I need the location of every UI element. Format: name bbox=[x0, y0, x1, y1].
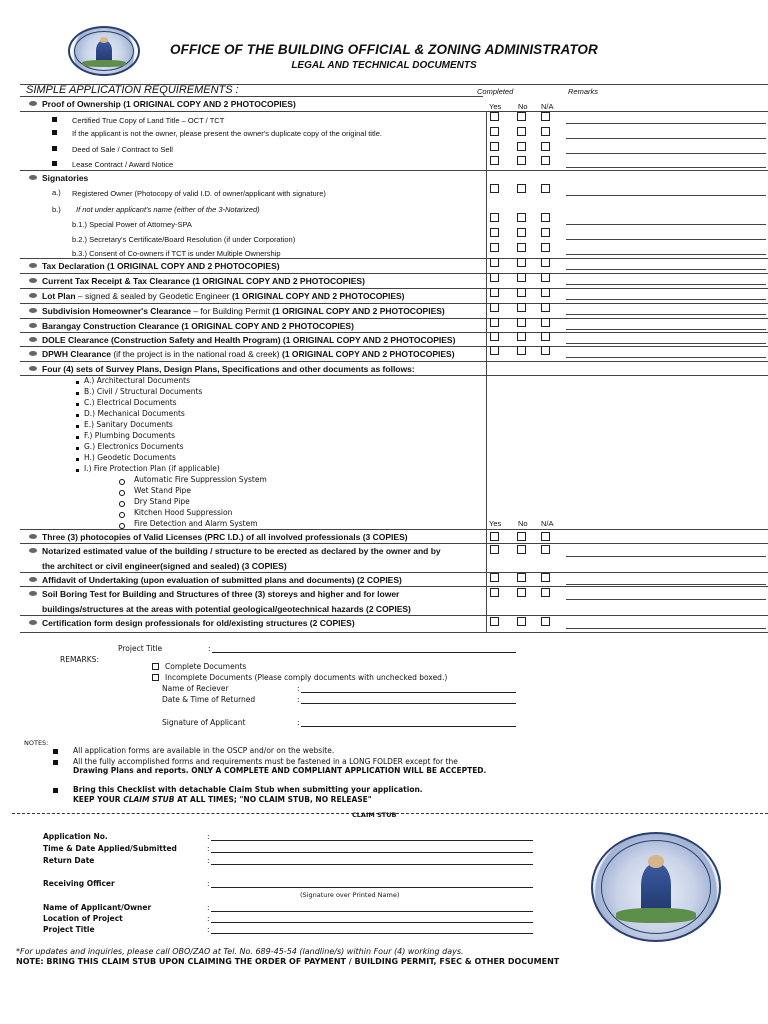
city-seal-logo bbox=[591, 832, 721, 942]
receiving-officer-label: Receiving Officer bbox=[43, 879, 115, 888]
requirement-tax-declaration: Tax Declaration (1 ORIGINAL COPY AND 2 PHOTOCOPIES) bbox=[42, 261, 280, 271]
inquiries-note: *For updates and inquiries, please call OBO/ZAO at Tel. No. 689-45-54 (landline/s) within Four (4) working days. bbox=[16, 947, 464, 956]
yes-header: Yes bbox=[489, 519, 502, 528]
applicant-field[interactable] bbox=[211, 911, 533, 912]
yes-checkbox[interactable] bbox=[490, 273, 499, 282]
incomplete-documents-checkbox[interactable] bbox=[152, 674, 159, 681]
no-checkbox[interactable] bbox=[517, 228, 526, 237]
requirement-lot-plan: Lot Plan – signed & sealed by Geodetic Engineer (1 ORIGINAL COPY AND 2 PHOTOCOPIES) bbox=[42, 291, 405, 301]
yes-checkbox[interactable] bbox=[490, 156, 499, 165]
yes-checkbox[interactable] bbox=[490, 243, 499, 252]
colon: : bbox=[207, 844, 210, 853]
square-bullet-icon bbox=[52, 117, 57, 122]
yes-checkbox[interactable] bbox=[490, 588, 499, 597]
bullet-icon bbox=[29, 293, 37, 298]
remarks-line[interactable] bbox=[566, 314, 766, 315]
na-checkbox[interactable] bbox=[541, 273, 550, 282]
signatories-b-label: b.) bbox=[52, 205, 61, 214]
no-checkbox[interactable] bbox=[517, 617, 526, 626]
no-checkbox[interactable] bbox=[517, 142, 526, 151]
square-bullet-icon bbox=[53, 760, 58, 765]
date-applied-label: Time & Date Applied/Submitted bbox=[43, 844, 177, 853]
colon: : bbox=[207, 925, 210, 934]
remarks-line[interactable] bbox=[566, 357, 766, 358]
na-checkbox[interactable] bbox=[541, 156, 550, 165]
fire-item: Fire Detection and Alarm System bbox=[134, 519, 258, 528]
requirement-soil: Soil Boring Test for Building and Structures of three (3) storeys and higher and for lower bbox=[42, 589, 400, 599]
yes-checkbox[interactable] bbox=[490, 213, 499, 222]
no-checkbox[interactable] bbox=[517, 573, 526, 582]
four-sets-title: Four (4) sets of Survey Plans, Design Plans, Specifications and other documents as follows: bbox=[42, 364, 415, 374]
no-checkbox[interactable] bbox=[517, 258, 526, 267]
colon: : bbox=[297, 695, 300, 704]
square-bullet-icon bbox=[53, 788, 58, 793]
note-3-cont: KEEP YOUR CLAIM STUB AT ALL TIMES; "NO CLAIM STUB, NO RELEASE" bbox=[73, 795, 372, 804]
na-checkbox[interactable] bbox=[541, 545, 550, 554]
plan-item: H.) Geodetic Documents bbox=[84, 453, 176, 462]
requirement-notarized-cont: the architect or civil engineer(signed and sealed) (3 COPIES) bbox=[42, 561, 287, 571]
requirement-subdivision: Subdivision Homeowner's Clearance – for Building Permit (1 ORIGINAL COPY AND 2 PHOTOCOPIES) bbox=[42, 306, 445, 316]
requirement-notarized: Notarized estimated value of the building / structure to be erected as declared by the owner and by bbox=[42, 546, 441, 556]
remarks-line[interactable] bbox=[566, 599, 766, 600]
note-1: All application forms are available in the OSCP and/or on the website. bbox=[73, 746, 335, 755]
remarks-line[interactable] bbox=[566, 556, 766, 557]
signatories-title: Signatories bbox=[42, 173, 89, 183]
notes-label: NOTES: bbox=[24, 739, 49, 747]
plan-item: D.) Mechanical Documents bbox=[84, 409, 185, 418]
colon: : bbox=[207, 879, 210, 888]
bullet-icon bbox=[29, 351, 37, 356]
na-checkbox[interactable] bbox=[541, 213, 550, 222]
no-checkbox[interactable] bbox=[517, 112, 526, 121]
remarks-line[interactable] bbox=[566, 343, 766, 344]
note-2-cont: Drawing Plans and reports. ONLY A COMPLETE AND COMPLIANT APPLICATION WILL BE ACCEPTED. bbox=[73, 766, 487, 775]
heading-underline bbox=[20, 96, 483, 97]
remarks-line[interactable] bbox=[566, 153, 766, 154]
no-checkbox[interactable] bbox=[517, 588, 526, 597]
yes-checkbox[interactable] bbox=[490, 228, 499, 237]
bullet-icon bbox=[29, 366, 37, 371]
project-title-field[interactable] bbox=[212, 652, 516, 653]
na-checkbox[interactable] bbox=[541, 228, 550, 237]
remarks-line[interactable] bbox=[566, 254, 766, 255]
plan-item: E.) Sanitary Documents bbox=[84, 420, 173, 429]
applicant-label: Name of Applicant/Owner bbox=[43, 903, 152, 912]
plan-item: C.) Electrical Documents bbox=[84, 398, 177, 407]
claim-stub-note: NOTE: BRING THIS CLAIM STUB UPON CLAIMING THE ORDER OF PAYMENT / BUILDING PERMIT, FSEC & OTHER DOCUMENT bbox=[16, 957, 560, 966]
bullet-icon bbox=[29, 308, 37, 313]
bullet-icon bbox=[29, 175, 37, 180]
complete-documents-label: Complete Documents bbox=[165, 662, 247, 671]
yes-checkbox[interactable] bbox=[490, 346, 499, 355]
na-header: N/A bbox=[541, 102, 554, 111]
signatories-a-label: a.) bbox=[52, 188, 61, 197]
no-checkbox[interactable] bbox=[517, 213, 526, 222]
date-returned-field[interactable] bbox=[301, 703, 516, 704]
colon: : bbox=[297, 718, 300, 727]
colon: : bbox=[208, 644, 211, 653]
yes-checkbox[interactable] bbox=[490, 184, 499, 193]
remarks-line[interactable] bbox=[566, 167, 766, 168]
no-checkbox[interactable] bbox=[517, 318, 526, 327]
colon: : bbox=[207, 914, 210, 923]
plan-item: F.) Plumbing Documents bbox=[84, 431, 175, 440]
signature-field[interactable] bbox=[301, 726, 516, 727]
square-bullet-icon bbox=[52, 146, 57, 151]
colon: : bbox=[207, 903, 210, 912]
bullet-icon bbox=[29, 591, 37, 596]
remarks-line[interactable] bbox=[566, 269, 766, 270]
remarks-line[interactable] bbox=[566, 239, 766, 240]
no-checkbox[interactable] bbox=[517, 127, 526, 136]
receiver-field[interactable] bbox=[301, 692, 516, 693]
bullet-icon bbox=[29, 577, 37, 582]
requirement-dpwh: DPWH Clearance (if the project is in the national road & creek) (1 ORIGINAL COPY AND 2 PHOTOCOPIES) bbox=[42, 349, 455, 359]
no-checkbox[interactable] bbox=[517, 303, 526, 312]
remarks-line[interactable] bbox=[566, 543, 766, 544]
na-checkbox[interactable] bbox=[541, 127, 550, 136]
square-bullet-icon bbox=[52, 130, 57, 135]
yes-checkbox[interactable] bbox=[490, 532, 499, 541]
bullet-icon bbox=[29, 278, 37, 283]
colon: : bbox=[207, 832, 210, 841]
completed-label: Completed bbox=[477, 87, 514, 96]
note-3: Bring this Checklist with detachable Claim Stub when submitting your application. bbox=[73, 785, 423, 794]
ownership-item: Lease Contract / Award Notice bbox=[72, 160, 174, 169]
yes-checkbox[interactable] bbox=[490, 545, 499, 554]
plan-item: G.) Electronics Documents bbox=[84, 442, 184, 451]
signatories-b-item: b.2.) Secretary's Certificate/Board Resolution (if under Corporation) bbox=[72, 235, 296, 244]
fire-item: Wet Stand Pipe bbox=[134, 486, 191, 495]
na-header: N/A bbox=[541, 519, 554, 528]
signatories-b-item: b.1.) Special Power of Attorney-SPA bbox=[72, 220, 192, 229]
ownership-title: Proof of Ownership (1 ORIGINAL COPY AND 2 PHOTOCOPIES) bbox=[42, 99, 296, 109]
square-bullet-icon bbox=[52, 161, 57, 166]
requirement-affidavit: Affidavit of Undertaking (upon evaluation of submitted plans and documents) (2 COPIES) bbox=[42, 575, 402, 585]
receiver-label: Name of Reciever bbox=[162, 684, 229, 693]
note-2: All the fully accomplished forms and requirements must be fastened in a LONG FOLDER except for the bbox=[73, 757, 458, 766]
na-checkbox[interactable] bbox=[541, 573, 550, 582]
no-checkbox[interactable] bbox=[517, 288, 526, 297]
column-divider bbox=[486, 111, 487, 633]
yes-checkbox[interactable] bbox=[490, 288, 499, 297]
signature-caption: (Signature over Printed Name) bbox=[300, 891, 400, 899]
remarks-line[interactable] bbox=[566, 329, 766, 330]
fire-item: Dry Stand Pipe bbox=[134, 497, 190, 506]
plan-item: I.) Fire Protection Plan (if applicable) bbox=[84, 464, 220, 473]
no-checkbox[interactable] bbox=[517, 184, 526, 193]
plan-item: B.) Civil / Structural Documents bbox=[84, 387, 203, 396]
yes-header: Yes bbox=[489, 102, 502, 111]
yes-checkbox[interactable] bbox=[490, 617, 499, 626]
remarks-line[interactable] bbox=[566, 224, 766, 225]
remarks-line[interactable] bbox=[566, 123, 766, 124]
no-header: No bbox=[518, 519, 528, 528]
square-bullet-icon bbox=[53, 749, 58, 754]
bullet-icon bbox=[29, 534, 37, 539]
na-checkbox[interactable] bbox=[541, 184, 550, 193]
receiving-officer-field[interactable] bbox=[211, 887, 533, 888]
remarks-line[interactable] bbox=[566, 628, 766, 629]
remarks-line[interactable] bbox=[566, 138, 766, 139]
complete-documents-checkbox[interactable] bbox=[152, 663, 159, 670]
stub-project-title-field[interactable] bbox=[211, 933, 533, 934]
remarks-line[interactable] bbox=[566, 584, 766, 585]
location-label: Location of Project bbox=[43, 914, 123, 923]
office-subtitle: LEGAL AND TECHNICAL DOCUMENTS bbox=[291, 60, 477, 71]
requirement-tax-receipt: Current Tax Receipt & Tax Clearance (1 ORIGINAL COPY AND 2 PHOTOCOPIES) bbox=[42, 276, 365, 286]
yes-checkbox[interactable] bbox=[490, 112, 499, 121]
signatories-a-text: Registered Owner (Photocopy of valid I.D. of owner/applicant with signature) bbox=[72, 189, 326, 198]
date-applied-field[interactable] bbox=[211, 852, 533, 853]
signatories-b-item: b.3.) Consent of Co-owners if TCT is under Multiple Ownership bbox=[72, 249, 281, 258]
location-field[interactable] bbox=[211, 922, 533, 923]
bullet-icon bbox=[29, 101, 37, 106]
return-date-field[interactable] bbox=[211, 864, 533, 865]
requirement-soil-cont: buildings/structures at the areas with potential geological/geotechnical hazards (2 COPIES) bbox=[42, 604, 411, 614]
na-checkbox[interactable] bbox=[541, 318, 550, 327]
yes-checkbox[interactable] bbox=[490, 258, 499, 267]
requirement-dole: DOLE Clearance (Construction Safety and Health Program) (1 ORIGINAL COPY AND 2 PHOTOCOPIES) bbox=[42, 335, 456, 345]
signatories-b-text: If not under applicant's name (either of the 3-Notarized) bbox=[76, 205, 260, 214]
no-checkbox[interactable] bbox=[517, 332, 526, 341]
na-checkbox[interactable] bbox=[541, 346, 550, 355]
na-checkbox[interactable] bbox=[541, 112, 550, 121]
na-checkbox[interactable] bbox=[541, 243, 550, 252]
na-checkbox[interactable] bbox=[541, 332, 550, 341]
date-returned-label: Date & Time of Returned bbox=[162, 695, 256, 704]
incomplete-documents-label: Incomplete Documents (Please comply documents with unchecked boxed.) bbox=[165, 673, 448, 682]
app-no-field[interactable] bbox=[211, 840, 533, 841]
remarks-label: Remarks bbox=[568, 87, 599, 96]
bullet-icon bbox=[29, 548, 37, 553]
na-checkbox[interactable] bbox=[541, 588, 550, 597]
na-checkbox[interactable] bbox=[541, 142, 550, 151]
ownership-item: Deed of Sale / Contract to Sell bbox=[72, 145, 173, 154]
na-checkbox[interactable] bbox=[541, 617, 550, 626]
yes-checkbox[interactable] bbox=[490, 303, 499, 312]
plan-item: A.) Architectural Documents bbox=[84, 376, 190, 385]
na-checkbox[interactable] bbox=[541, 532, 550, 541]
remarks-label: REMARKS: bbox=[60, 655, 99, 664]
bullet-icon bbox=[29, 337, 37, 342]
stub-project-title-label: Project Title bbox=[43, 925, 95, 934]
bullet-icon bbox=[29, 323, 37, 328]
remarks-line[interactable] bbox=[566, 299, 766, 300]
signature-label: Signature of Applicant bbox=[162, 718, 246, 727]
remarks-line[interactable] bbox=[566, 284, 766, 285]
no-checkbox[interactable] bbox=[517, 346, 526, 355]
requirement-barangay: Barangay Construction Clearance (1 ORIGINAL COPY AND 2 PHOTOCOPIES) bbox=[42, 321, 354, 331]
fire-item: Automatic Fire Suppression System bbox=[134, 475, 267, 484]
office-title: OFFICE OF THE BUILDING OFFICIAL & ZONING ADMINISTRATOR bbox=[170, 42, 598, 57]
remarks-line[interactable] bbox=[566, 195, 766, 196]
app-no-label: Application No. bbox=[43, 832, 108, 841]
yes-checkbox[interactable] bbox=[490, 332, 499, 341]
no-checkbox[interactable] bbox=[517, 243, 526, 252]
fire-item: Kitchen Hood Suppression bbox=[134, 508, 233, 517]
requirement-licenses: Three (3) photocopies of Valid Licenses (PRC I.D.) of all involved professionals (3 COPIES) bbox=[42, 532, 408, 542]
no-checkbox[interactable] bbox=[517, 156, 526, 165]
ownership-item: Certified True Copy of Land Title – OCT / TCT bbox=[72, 116, 225, 125]
yes-checkbox[interactable] bbox=[490, 573, 499, 582]
yes-checkbox[interactable] bbox=[490, 318, 499, 327]
yes-checkbox[interactable] bbox=[490, 127, 499, 136]
na-checkbox[interactable] bbox=[541, 288, 550, 297]
colon: : bbox=[297, 684, 300, 693]
no-checkbox[interactable] bbox=[517, 532, 526, 541]
yes-checkbox[interactable] bbox=[490, 142, 499, 151]
no-header: No bbox=[518, 102, 528, 111]
claim-stub-title: CLAIM STUB bbox=[352, 811, 397, 819]
no-checkbox[interactable] bbox=[517, 273, 526, 282]
project-title-label: Project Title bbox=[118, 644, 163, 653]
ownership-item: If the applicant is not the owner, please present the owner's duplicate copy of the original title. bbox=[72, 129, 382, 138]
bullet-icon bbox=[29, 263, 37, 268]
no-checkbox[interactable] bbox=[517, 545, 526, 554]
colon: : bbox=[207, 856, 210, 865]
na-checkbox[interactable] bbox=[541, 258, 550, 267]
requirement-certification: Certification form design professionals for old/existing structures (2 COPIES) bbox=[42, 618, 355, 628]
na-checkbox[interactable] bbox=[541, 303, 550, 312]
bullet-icon bbox=[29, 620, 37, 625]
return-date-label: Return Date bbox=[43, 856, 95, 865]
requirements-heading: SIMPLE APPLICATION REQUIREMENTS : bbox=[26, 84, 239, 96]
